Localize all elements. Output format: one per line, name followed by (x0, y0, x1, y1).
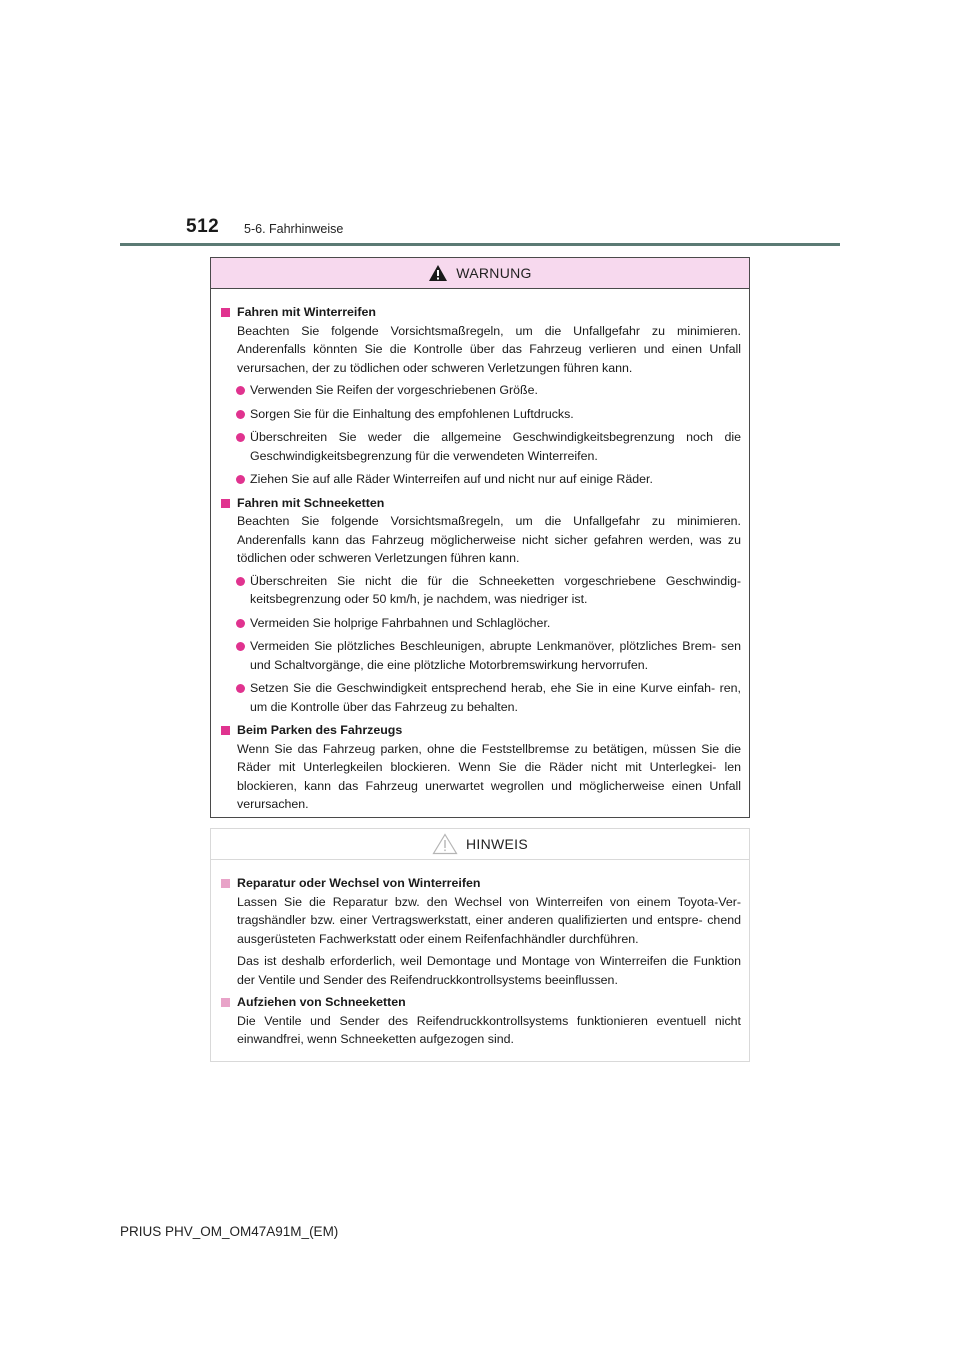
circle-bullet-icon (236, 475, 245, 484)
list-item: Ziehen Sie auf alle Räder Winterreifen auf und nicht nur auf einige Räder. (219, 470, 741, 489)
circle-bullet-icon (236, 619, 245, 628)
section-text: Lassen Sie die Reparatur bzw. den Wechsel von Winterreifen von einem Toyota-Ver- tragshändler bzw. einer Vertragswerkstatt, einer anderen qualifizierten und entspre- chend ausgerüsteten Fachwerkstatt oder einem Reifenfachhändler durchführen. (237, 894, 741, 946)
section-text: Wenn Sie das Fahrzeug parken, ohne die Feststellbremse zu betätigen, müssen Sie die Räder mit Unterlegkeilen blockieren. Wenn Sie die Räder nicht mit Unterlegkei- len blockieren, kann das Fahrzeug unerwartet wegrollen und möglicherweise einen Unfall verursachen. (237, 741, 741, 811)
list-item: Sorgen Sie für die Einhaltung des empfohlenen Luftdrucks. (219, 405, 741, 424)
section-heading: Fahren mit Winterreifen (219, 303, 741, 322)
square-bullet-icon (221, 726, 230, 735)
circle-bullet-icon (236, 386, 245, 395)
list-item: Verwenden Sie Reifen der vorgeschriebenen Größe. (219, 381, 741, 400)
list-item: Setzen Sie die Geschwindigkeit entsprechend herab, ehe Sie in eine Kurve einfah- ren, um die Kontrolle über das Fahrzeug zu behalten. (219, 679, 741, 716)
section-text: Beachten Sie folgende Vorsichtsmaßregeln, um die Unfallgefahr zu minimieren. Anderenfalls kann das Fahrzeug möglicherweise nicht sicher gefahren werden, was zu tödlichen oder schweren Verletzungen führen kann. (237, 514, 741, 565)
warning-header (211, 258, 749, 289)
page-number: 512 (186, 216, 220, 237)
section-heading: Aufziehen von Schneeketten (219, 993, 741, 1012)
list-item: Überschreiten Sie nicht die für die Schneeketten vorgeschriebene Geschwindig- keitsbegrenzung oder 50 km/h, je nachdem, was niedriger ist. (219, 572, 741, 609)
section-text: Beachten Sie folgende Vorsichtsmaßregeln, um die Unfallgefahr zu minimieren. Anderenfalls könnten Sie die Kontrolle über das Fahrzeug verlieren und einen Unfall verursachen, der zu tödlichen oder schweren Verletzungen führen kann. (237, 323, 741, 375)
square-bullet-icon (221, 499, 230, 508)
section-heading: Fahren mit Schneeketten (219, 494, 741, 513)
circle-bullet-icon (236, 577, 245, 586)
square-bullet-icon (221, 879, 230, 888)
section-title: 5-6. Fahrhinweise (244, 222, 344, 236)
section-text: Das ist deshalb erforderlich, weil Demontage und Montage von Winterreifen die Funktion der Ventile und Sender des Reifendruckkontrollsystems beeinflussen. (237, 954, 741, 987)
circle-bullet-icon (236, 642, 245, 651)
square-bullet-icon (221, 998, 230, 1007)
list-item: Vermeiden Sie plötzliches Beschleunigen, abrupte Lenkmanöver, plötzliches Brem- sen und Schaltvorgänge, die eine plötzliche Motorbremswirkung hervorrufen. (219, 637, 741, 674)
warning-body (211, 289, 749, 814)
notice-box (210, 828, 750, 1062)
section-text: Die Ventile und Sender des Reifendruckkontrollsystems funktionieren eventuell nicht einwandfrei, wenn Schneeketten aufgezogen sind. (237, 1013, 741, 1046)
notice-header (211, 829, 749, 860)
list-item: Überschreiten Sie weder die allgemeine Geschwindigkeitsbegrenzung noch die Geschwindigkeitsbegrenzung für die verwendeten Winterreifen. (219, 428, 741, 465)
circle-bullet-icon (236, 684, 245, 693)
document-code: PRIUS PHV_OM_OM47A91M_(EM) (120, 1224, 339, 1239)
square-bullet-icon (221, 308, 230, 317)
warning-title: WARNUNG (456, 265, 532, 281)
circle-bullet-icon (236, 410, 245, 419)
caution-triangle-icon (432, 833, 458, 855)
list-item: Vermeiden Sie holprige Fahrbahnen und Schlaglöcher. (219, 614, 741, 633)
section-heading: Beim Parken des Fahrzeugs (219, 721, 741, 740)
circle-bullet-icon (236, 433, 245, 442)
notice-title: HINWEIS (466, 836, 528, 852)
warning-triangle-icon (428, 264, 448, 282)
header-rule (120, 243, 840, 246)
warning-box (210, 257, 750, 818)
notice-body (211, 860, 749, 1049)
section-heading: Reparatur oder Wechsel von Winterreifen (219, 874, 741, 893)
